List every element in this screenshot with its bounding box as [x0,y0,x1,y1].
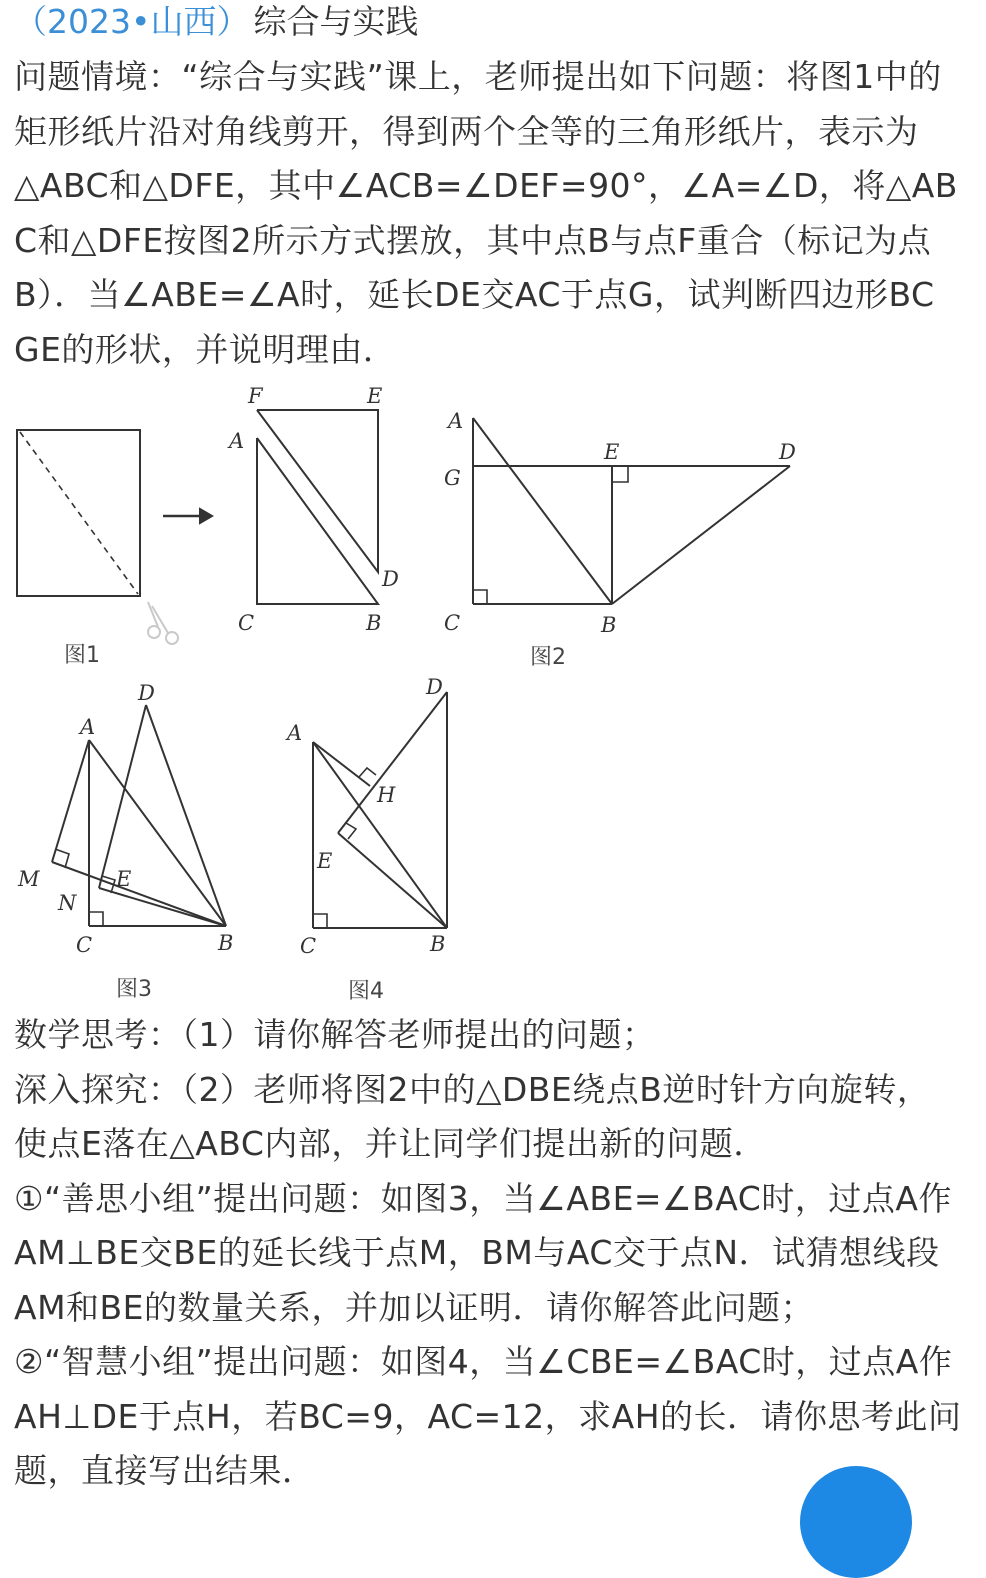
question-line: 使点E落在△ABC内部，并让同学们提出新的问题． [14,1124,767,1163]
problem-line: 问题情境：“综合与实践”课上，老师提出如下问题：将图1中的 [14,57,942,96]
label-b: B [601,613,617,637]
label-c: C [300,934,317,958]
figure-4 [285,675,447,1004]
label-c: C [76,933,93,957]
scissors-icon [148,602,178,644]
problem-line: B）．当∠ABE=∠A时，延长DE交AC于点G，试判断四边形BC [14,275,935,314]
problem-line: 矩形纸片沿对角线剪开，得到两个全等的三角形纸片，表示为 [14,111,919,151]
figure-3-caption: 图3 [116,977,152,1002]
problem-statement [14,50,976,377]
label-b: B [218,931,234,955]
label-d: D [382,567,399,591]
question-section [14,1008,976,1499]
question-line: 深入探究：（2）老师将图2中的△DBE绕点B逆时针方向旋转， [14,1069,931,1109]
question-line: AM⊥BE交BE的延长线于点M，BM与AC交于点N．试猜想线段 [14,1233,940,1272]
figures-area [0,375,986,1005]
question-line: 题，直接写出结果． [14,1451,316,1490]
figure-1 [17,430,178,668]
problem-source: （2023•山西） [14,2,250,41]
label-g: G [444,466,461,490]
label-b: B [430,932,446,956]
label-n: N [58,891,77,915]
label-a: A [229,429,245,453]
label-h: H [377,783,396,807]
problem-heading: 综合与实践 [253,2,419,41]
dashed-diagonal [20,432,138,594]
arrow-right-icon [163,509,212,523]
label-c: C [238,611,255,635]
question-line: 数学思考：（1）请你解答老师提出的问题； [14,1015,656,1054]
floating-action-button[interactable] [800,1466,912,1578]
problem-line: △ABC和△DFE，其中∠ACB=∠DEF=90°，∠A=∠D，将△AB [14,166,958,205]
triangle-dfe [257,410,378,572]
label-d: D [426,675,443,699]
problem-title [14,2,418,42]
label-e: E [116,867,132,891]
figure-1-caption: 图1 [64,643,100,668]
figure-2 [444,409,796,670]
label-a: A [448,409,464,433]
problem-line: C和△DFE按图2所示方式摆放，其中点B与点F重合（标记为点 [14,220,932,260]
problem-line: GE的形状，并说明理由． [14,329,397,369]
label-b: B [366,611,382,635]
label-e: E [604,440,620,464]
label-d: D [138,681,155,705]
question-line: ②“智慧小组”提出问题：如图4，当∠CBE=∠BAC时，过点A作 [14,1342,953,1381]
label-f: F [248,384,263,408]
label-a: A [287,721,303,745]
label-m: M [18,867,40,891]
figure-1-triangles [227,384,399,635]
label-a: A [80,715,96,739]
label-d: D [779,440,796,464]
label-e: E [367,384,383,408]
figure-4-caption: 图4 [348,979,384,1004]
question-line: AH⊥DE于点H，若BC=9，AC=12，求AH的长．请你思考此问 [14,1396,962,1436]
question-line: ①“善思小组”提出问题：如图3，当∠ABE=∠BAC时，过点A作 [14,1178,952,1218]
label-e: E [317,849,333,873]
figure-2-caption: 图2 [530,645,566,670]
figure-3 [17,681,233,1002]
triangle-abc [257,438,378,604]
question-line: AM和BE的数量关系，并加以证明．请你解答此问题； [14,1287,815,1327]
label-c: C [444,611,461,635]
